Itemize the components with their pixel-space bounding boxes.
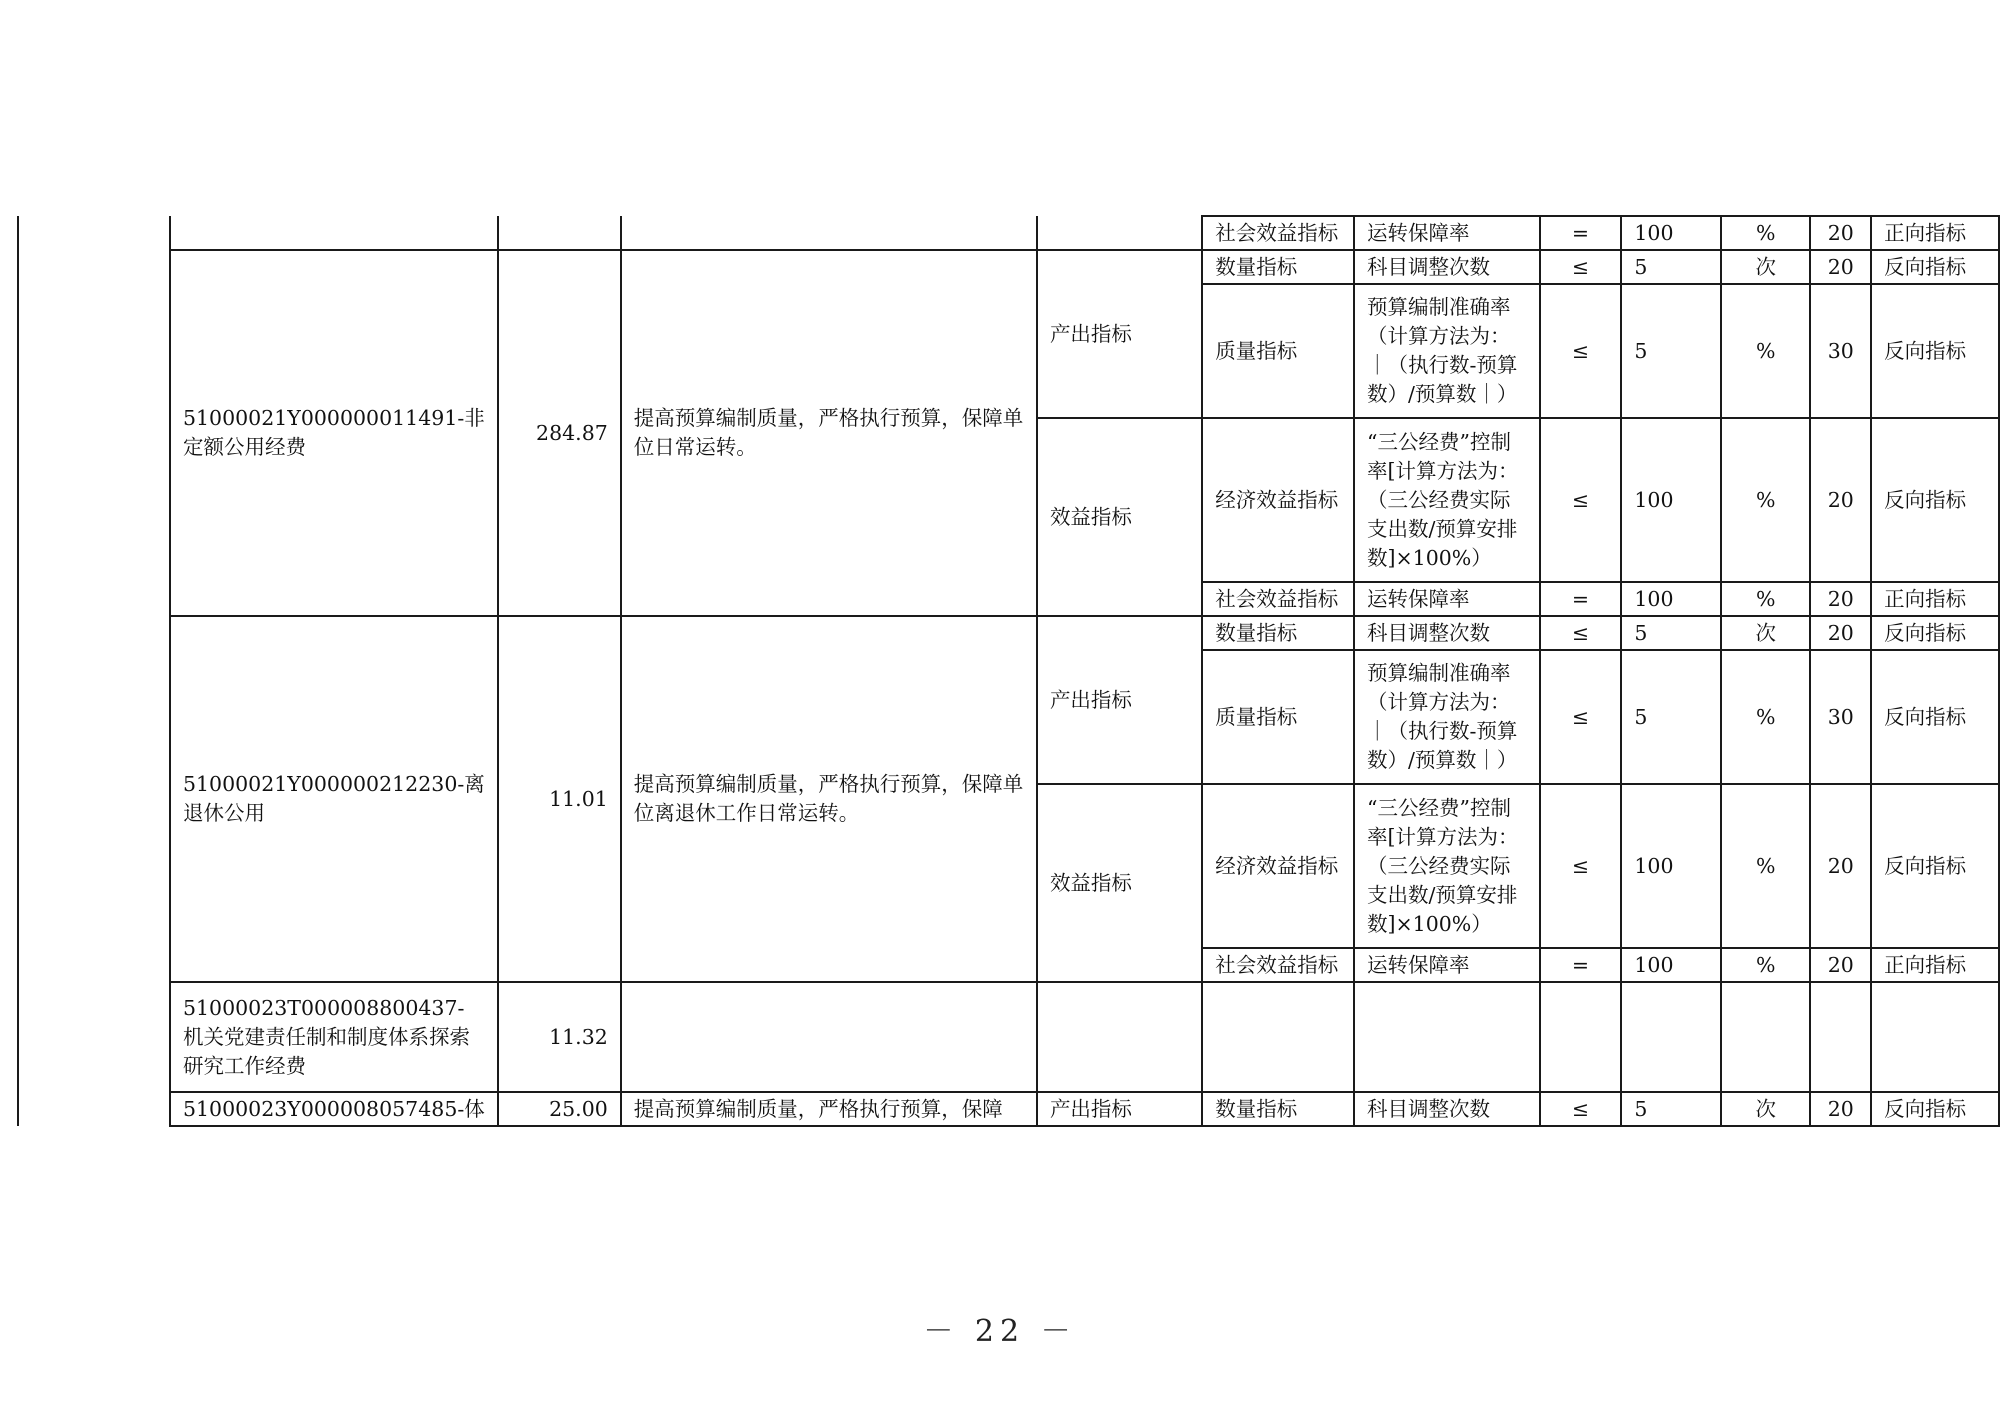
operator-cell: = xyxy=(1540,216,1622,250)
goal-cell-blank xyxy=(621,216,1037,250)
weight-cell: 20 xyxy=(1810,616,1871,650)
value-cell: 5 xyxy=(1621,284,1721,418)
indicator-cell: “三公经费”控制率[计算方法为：（三公经费实际支出数/预算安排数]×100%） xyxy=(1354,418,1540,582)
code-cell-blank xyxy=(170,216,498,250)
weight-cell: 20 xyxy=(1810,582,1871,616)
sub-indicator-cell: 质量指标 xyxy=(1202,284,1354,418)
weight-cell: 20 xyxy=(1810,250,1871,284)
unit-cell: 次 xyxy=(1721,1092,1810,1126)
indicator-cell: 运转保障率 xyxy=(1354,216,1540,250)
unit-cell: % xyxy=(1721,284,1810,418)
performance-target-table xyxy=(17,215,2000,1127)
sub-indicator-cell: 经济效益指标 xyxy=(1202,784,1354,948)
operator-cell: ≤ xyxy=(1540,1092,1622,1126)
project-goal-cell: 提高预算编制质量，严格执行预算，保障 xyxy=(621,1092,1037,1126)
direction-cell: 反向指标 xyxy=(1871,650,1999,784)
value-cell: 100 xyxy=(1621,418,1721,582)
project-goal-cell: 提高预算编制质量，严格执行预算，保障单位日常运转。 xyxy=(621,250,1037,616)
amount-cell-blank xyxy=(498,216,621,250)
sub-indicator-cell: 数量指标 xyxy=(1202,1092,1354,1126)
project-code-cell: 51000021Y000000011491-非定额公用经费 xyxy=(170,250,498,616)
page-number: － 22 － xyxy=(923,1314,1077,1349)
sub-indicator-cell xyxy=(1202,982,1354,1092)
indicator-cell: 科目调整次数 xyxy=(1354,616,1540,650)
weight-cell: 20 xyxy=(1810,1092,1871,1126)
category-cell-blank xyxy=(1037,216,1202,250)
table-row xyxy=(18,216,1999,250)
value-cell: 100 xyxy=(1621,948,1721,982)
weight-cell: 20 xyxy=(1810,784,1871,948)
sub-indicator-cell: 社会效益指标 xyxy=(1202,216,1354,250)
value-cell: 5 xyxy=(1621,650,1721,784)
weight-cell: 30 xyxy=(1810,284,1871,418)
category-cell xyxy=(1037,982,1202,1092)
sub-indicator-cell: 质量指标 xyxy=(1202,650,1354,784)
weight-cell: 20 xyxy=(1810,216,1871,250)
table-row xyxy=(18,1092,1999,1126)
direction-cell xyxy=(1871,982,1999,1092)
category-output-cell: 产出指标 xyxy=(1037,616,1202,784)
unit-cell: 次 xyxy=(1721,616,1810,650)
value-cell: 5 xyxy=(1621,250,1721,284)
indicator-cell: 科目调整次数 xyxy=(1354,250,1540,284)
value-cell: 100 xyxy=(1621,784,1721,948)
operator-cell: ≤ xyxy=(1540,784,1622,948)
weight-cell: 20 xyxy=(1810,418,1871,582)
indicator-cell: 运转保障率 xyxy=(1354,948,1540,982)
direction-cell: 反向指标 xyxy=(1871,250,1999,284)
direction-cell: 正向指标 xyxy=(1871,948,1999,982)
sub-indicator-cell: 社会效益指标 xyxy=(1202,582,1354,616)
direction-cell: 反向指标 xyxy=(1871,616,1999,650)
unit-cell: % xyxy=(1721,650,1810,784)
direction-cell: 反向指标 xyxy=(1871,418,1999,582)
operator-cell: = xyxy=(1540,582,1622,616)
indicator-cell: 预算编制准确率（计算方法为：｜（执行数-预算数）/预算数｜） xyxy=(1354,284,1540,418)
unit-cell: % xyxy=(1721,418,1810,582)
unit-cell: % xyxy=(1721,948,1810,982)
indicator-cell: 运转保障率 xyxy=(1354,582,1540,616)
operator-cell: ≤ xyxy=(1540,284,1622,418)
indicator-cell xyxy=(1354,982,1540,1092)
project-goal-cell xyxy=(621,982,1037,1092)
category-output-cell: 产出指标 xyxy=(1037,1092,1202,1126)
unit-cell: % xyxy=(1721,216,1810,250)
unit-cell: % xyxy=(1721,784,1810,948)
value-cell: 5 xyxy=(1621,616,1721,650)
unit-cell: 次 xyxy=(1721,250,1810,284)
value-cell: 100 xyxy=(1621,582,1721,616)
weight-cell xyxy=(1810,982,1871,1092)
value-cell xyxy=(1621,982,1721,1092)
direction-cell: 正向指标 xyxy=(1871,216,1999,250)
project-amount-cell: 284.87 xyxy=(498,250,621,616)
project-goal-cell: 提高预算编制质量，严格执行预算，保障单位离退休工作日常运转。 xyxy=(621,616,1037,982)
project-code-cell: 51000023Y000008057485-体 xyxy=(170,1092,498,1126)
project-amount-cell: 11.32 xyxy=(498,982,621,1092)
direction-cell: 反向指标 xyxy=(1871,1092,1999,1126)
table-row xyxy=(18,250,1999,284)
operator-cell: ≤ xyxy=(1540,616,1622,650)
direction-cell: 反向指标 xyxy=(1871,284,1999,418)
project-code-cell: 51000021Y000000212230-离退休公用 xyxy=(170,616,498,982)
value-cell: 5 xyxy=(1621,1092,1721,1126)
direction-cell: 正向指标 xyxy=(1871,582,1999,616)
project-amount-cell: 25.00 xyxy=(498,1092,621,1126)
operator-cell: ≤ xyxy=(1540,250,1622,284)
weight-cell: 20 xyxy=(1810,948,1871,982)
project-amount-cell: 11.01 xyxy=(498,616,621,982)
unit-cell: % xyxy=(1721,582,1810,616)
operator-cell xyxy=(1540,982,1622,1092)
weight-cell: 30 xyxy=(1810,650,1871,784)
indicator-cell: “三公经费”控制率[计算方法为：（三公经费实际支出数/预算安排数]×100%） xyxy=(1354,784,1540,948)
sub-indicator-cell: 数量指标 xyxy=(1202,616,1354,650)
category-output-cell: 产出指标 xyxy=(1037,250,1202,418)
sub-indicator-cell: 经济效益指标 xyxy=(1202,418,1354,582)
table-row xyxy=(18,982,1999,1092)
indicator-cell: 预算编制准确率（计算方法为：｜（执行数-预算数）/预算数｜） xyxy=(1354,650,1540,784)
indicator-cell: 科目调整次数 xyxy=(1354,1092,1540,1126)
operator-cell: ≤ xyxy=(1540,650,1622,784)
value-cell: 100 xyxy=(1621,216,1721,250)
operator-cell: = xyxy=(1540,948,1622,982)
category-benefit-cell: 效益指标 xyxy=(1037,418,1202,616)
table-row xyxy=(18,616,1999,650)
sub-indicator-cell: 社会效益指标 xyxy=(1202,948,1354,982)
operator-cell: ≤ xyxy=(1540,418,1622,582)
sub-indicator-cell: 数量指标 xyxy=(1202,250,1354,284)
project-code-cell: 51000023T000008800437-机关党建责任制和制度体系探索研究工作经费 xyxy=(170,982,498,1092)
category-benefit-cell: 效益指标 xyxy=(1037,784,1202,982)
direction-cell: 反向指标 xyxy=(1871,784,1999,948)
unit-cell xyxy=(1721,982,1810,1092)
unit-column-blank xyxy=(18,216,170,1126)
